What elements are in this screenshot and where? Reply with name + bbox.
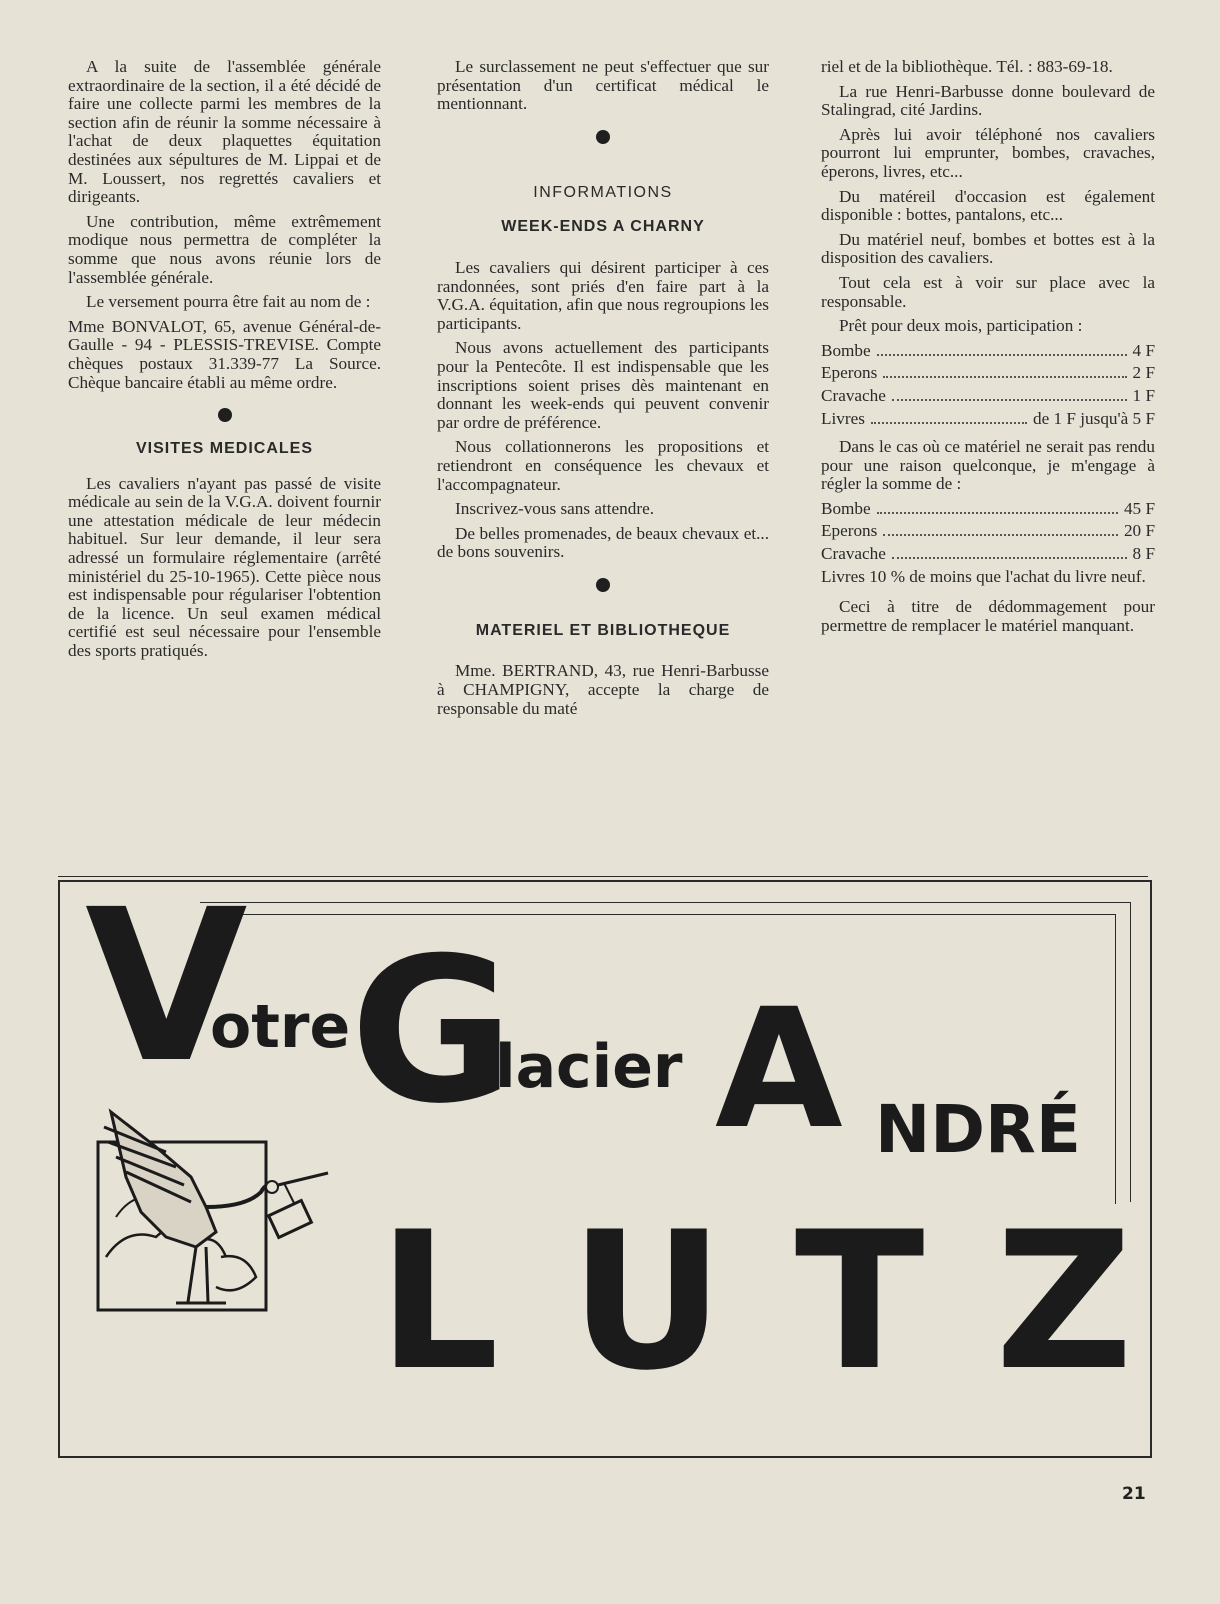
pret-paragraph: Prêt pour deux mois, participation : [839,316,1083,336]
ad-word-lacier: lacier [495,1032,683,1102]
dedommagement-paragraph: Ceci à titre de dédommagement pour permettre de remplacer le matériel manquant. [821,597,1155,635]
glacier-advertisement [58,864,1152,1458]
column-3 [821,58,1155,641]
rue-paragraph: La rue Henri-Barbusse donne boulevard de Stalingrad, cité Jardins. [821,81,1155,120]
section-bullet [596,130,610,144]
ad-letter-g: G [350,915,515,1148]
leader-dots [871,422,1027,424]
informations-heading: INFORMATIONS [533,183,673,201]
loan-item-label: Bombe [821,340,871,360]
penalty-item-price: 8 F [1132,544,1155,564]
collecte-paragraph: A la suite de l'assemblée générale extraordinaire de la section, il a été décidé de faire une collecte parmi les membres de la section afin de réunir la somme nécessaire à l'achat de deux plaquettes équitation destinées aux sépultures de M. Lippai et de M. Loussert, nos regrettés cavaliers et dirigeants. [68,57,381,207]
telephone-paragraph: riel et de la bibliothèque. Tél. : 883-69-18. [821,57,1113,76]
loan-item-label: Cravache [821,385,886,405]
promenades-paragraph: De belles promenades, de beaux chevaux et... de bons souvenirs. [437,523,769,562]
section-bullet [596,578,610,592]
neuf-paragraph: Du matériel neuf, bombes et bottes est à la disposition des cavaliers. [821,229,1155,268]
ad-inner-rule [210,914,1115,915]
penalty-item-label: Eperons [821,521,878,541]
loan-item-price: de 1 F jusqu'à 5 F [1033,408,1155,428]
penalty-item-price: 20 F [1123,521,1155,541]
loan-price-list [821,342,1155,428]
voir-paragraph: Tout cela est à voir sur place avec la responsable. [821,272,1155,311]
lutz-letter: L [378,1191,500,1412]
stork-illustration [96,1107,332,1317]
loan-row [821,364,1155,383]
leader-dots [877,354,1127,356]
visites-medicales-heading: VISITES MEDICALES [135,440,314,458]
penalty-row [821,545,1155,564]
loan-item-label: Livres [821,408,865,428]
emprunter-paragraph: Après lui avoir téléphoné nos cavaliers pourront lui emprunter, bombes, cravaches, éperons, livres, etc... [821,124,1155,181]
livres-penalty-paragraph: Livres 10 % de moins que l'achat du livre neuf. [821,566,1146,586]
leader-dots [892,399,1127,401]
lutz-letter: Z [995,1191,1133,1412]
loan-item-price: 2 F [1132,363,1155,383]
penalty-row [821,500,1155,519]
non-rendu-paragraph: Dans le cas où ce matériel ne serait pas rendu pour une raison quelconque, je m'engage à régler la somme de : [821,437,1155,494]
inscrivez-paragraph: Inscrivez-vous sans attendre. [455,499,655,519]
loan-item-price: 1 F [1132,385,1155,405]
week-ends-heading: WEEK-ENDS A CHARNY [501,218,705,236]
penalty-price-list [821,500,1155,564]
ad-letter-a: A [715,973,843,1165]
column-2 [437,58,769,724]
bonvalot-address: Mme BONVALOT, 65, avenue Général-de-Gaulle - 94 - PLESSIS-TREVISE. Compte chèques postaux 31.339-77 La Source. Chèque bancaire établi au même ordre. [68,316,381,392]
randonnees-paragraph: Les cavaliers qui désirent participer à ces randonnées, sont priés d'en faire part à la V.G.A. équitation, afin que nous regroupions les participants. [437,257,769,333]
ad-inner-rule [1130,902,1131,1202]
occasion-paragraph: Du matéreil d'occasion est également disponible : bottes, pantalons, etc... [821,186,1155,225]
loan-row [821,342,1155,361]
leader-dots [877,512,1118,514]
penalty-item-label: Bombe [821,498,871,518]
collationnerons-paragraph: Nous collationnerons les propositions et retiendront en conséquence les chevaux et l'accompagnateur. [437,437,769,494]
bertrand-paragraph: Mme. BERTRAND, 43, rue Henri-Barbusse à CHAMPIGNY, accepte la charge de responsable du maté [437,661,769,718]
leader-dots [892,557,1127,559]
ad-letter-v: V [85,864,248,1109]
ad-word-ndre: NDRÉ [875,1091,1081,1168]
loan-row [821,410,1155,429]
lutz-letter: T [794,1191,925,1412]
column-1 [68,58,381,667]
leader-dots [883,376,1126,378]
leader-dots [883,534,1118,536]
penalty-item-price: 45 F [1123,498,1155,518]
ad-inner-rule [1115,914,1116,1204]
contribution-paragraph: Une contribution, même extrêmement modique nous permettra de compléter la somme que nous avons réunie lors de l'assemblée générale. [68,211,381,287]
ad-inner-rule [200,902,1130,903]
loan-item-label: Eperons [821,363,878,383]
loan-item-price: 4 F [1132,340,1155,360]
surclassement-paragraph: Le surclassement ne peut s'effectuer que sur présentation d'un certificat médical le mentionnant. [437,57,769,114]
versement-paragraph: Le versement pourra être fait au nom de : [86,292,371,312]
visites-medicales-paragraph: Les cavaliers n'ayant pas passé de visite médicale au sein de la V.G.A. doivent fournir une attestation médicale de leur médecin habituel. Sur leur demande, il leur sera adressé un formulaire réglementaire (arrêté ministériel du 25-10-1965). Cette pièce nous est indispensable pour régulariser l'obtention de la licence. Un seul examen médical certifié est seul nécessaire pour l'ensemble des sports pratiqués. [68,473,381,661]
loan-row [821,387,1155,406]
ad-lutz-name [378,1191,1133,1412]
lutz-letter: U [569,1191,725,1412]
ad-word-otre: otre [210,992,351,1062]
section-bullet [218,408,232,422]
materiel-bibliotheque-heading: MATERIEL ET BIBLIOTHEQUE [475,621,731,639]
penalty-item-label: Cravache [821,544,886,564]
pentecote-paragraph: Nous avons actuellement des participants pour la Pentecôte. Il est indispensable que les inscriptions soient prises dès maintenant en donnant les week-ends qui peuvent convenir par ordre de préférence. [437,338,769,432]
penalty-row [821,522,1155,541]
page-number: 21 [1122,1484,1146,1504]
